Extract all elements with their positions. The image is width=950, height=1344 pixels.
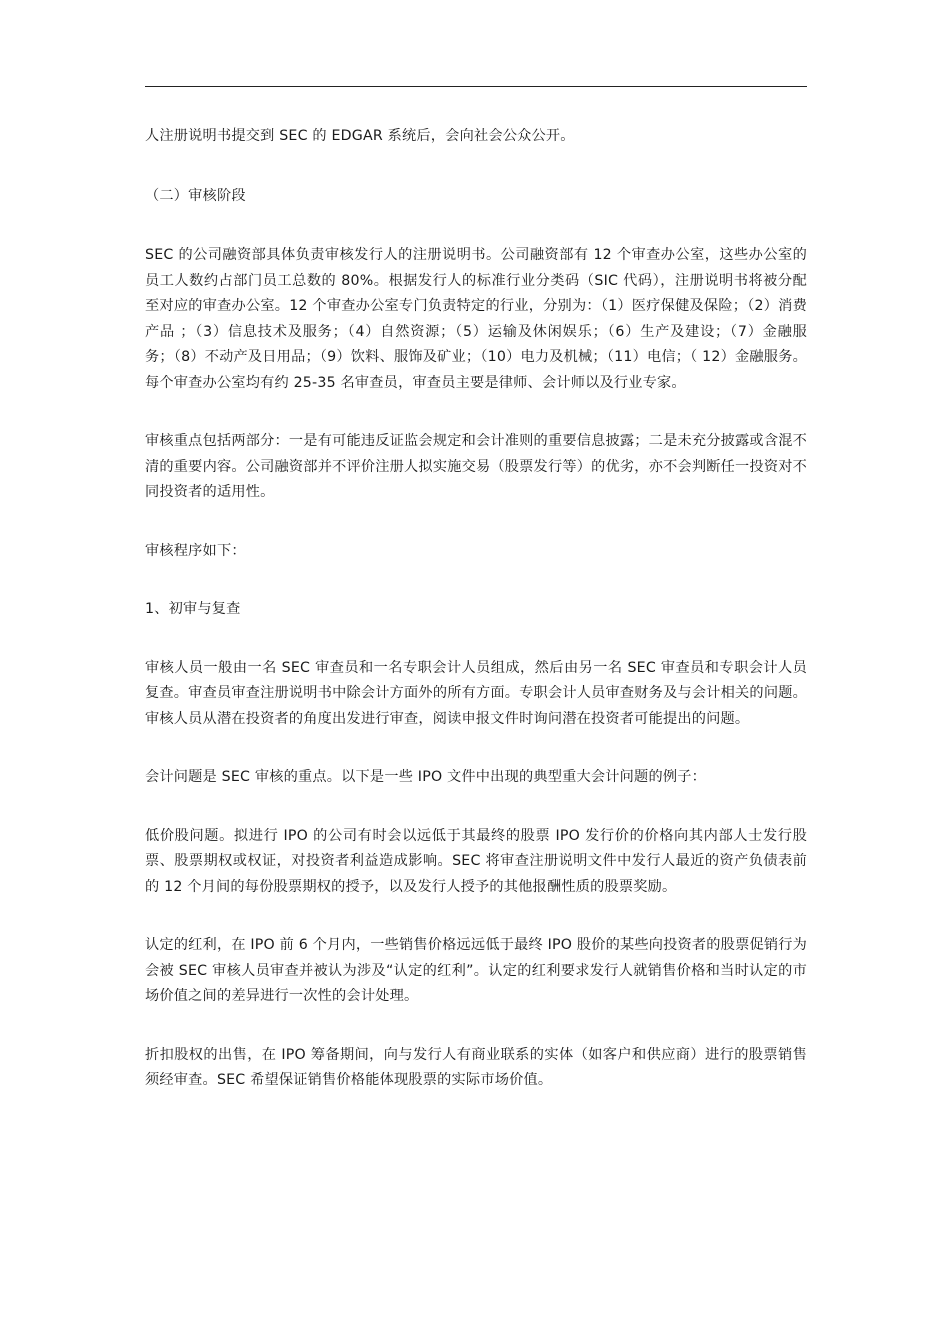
subheading-initial-review: 1、初审与复查	[145, 601, 241, 617]
paragraph-reviewers: 审核人员一般由一名 SEC 审查员和一名专职会计人员组成，然后由另一名 SEC 审查员和专职会计人员复查。审查员审查注册说明书中除会计方面外的所有方面。专职会计人员审查财务及与会计相关的问题。审核人员从潜在投资者的角度出发进行审查，阅读申报文件时询问潜在投资者可能提出的问题。	[145, 659, 807, 727]
paragraph-accounting-issues: 会计问题是 SEC 审核的重点。以下是一些 IPO 文件中出现的典型重大会计问题的例子：	[145, 769, 706, 785]
paragraph-deemed-dividend: 认定的红利，在 IPO 前 6 个月内，一些销售价格远远低于最终 IPO 股价的某些向投资者的股票促销行为会被 SEC 审核人员审查并被认为涉及“认定的红利”。认定的红利要求发行人就销售价格和当时认定的市场价值之间的差异进行一次性的会计处理。	[145, 937, 808, 1004]
paragraph-cheap-stock: 低价股问题。拟进行 IPO 的公司有时会以远低于其最终的股票 IPO 发行价的价格向其内部人士发行股票、股票期权或权证，对投资者利益造成影响。SEC 将审查注册说明文件中发行人最近的资产负债表前的 12 个月间的每份股票期权的授予，以及发行人授予的其他报酬性质的股票奖励。	[145, 827, 807, 895]
paragraph-review-procedure: 审核程序如下：	[145, 542, 246, 559]
section-heading-review-stage: （二）审核阶段	[145, 187, 246, 204]
paragraph-review-focus: 审核重点包括两部分：一是有可能违反证监会规定和会计准则的重要信息披露；二是未充分披露或含混不清的重要内容。公司融资部并不评价注册人拟实施交易（股票发行等）的优劣，亦不会判断任一投资对不同投资者的适用性。	[145, 433, 807, 500]
header-rule	[145, 86, 807, 87]
paragraph-edgar-disclosure: 人注册说明书提交到 SEC 的 EDGAR 系统后，会向社会公众公开。	[145, 128, 575, 144]
document-body	[145, 124, 807, 1094]
paragraph-review-offices: SEC 的公司融资部具体负责审核发行人的注册说明书。公司融资部有 12 个审查办公室，这些办公室的员工人数约占部门员工总数的 80%。根据发行人的标准行业分类码（SIC 代码），注册说明书将被分配至对应的审查办公室。12 个审查办公室专门负责特定的行业，分别为：（1）医疗保健及保险；（2）消费产品 ；（3）信息技术及服务；（4）自然资源；（5）运输及休闲娱乐；（6）生产及建设；（7）金融服务；（8）不动产及日用品；（9）饮料、服饰及矿业；（10）电力及机械；（11）电信；（ 12）金融服务。每个审查办公室均有约 25-35 名审查员，审查员主要是律师、会计师以及行业专家。	[145, 247, 807, 391]
paragraph-discounted-equity: 折扣股权的出售，在 IPO 筹备期间，向与发行人有商业联系的实体（如客户和供应商）进行的股票销售须经审查。SEC 希望保证销售价格能体现股票的实际市场价值。	[145, 1046, 807, 1088]
